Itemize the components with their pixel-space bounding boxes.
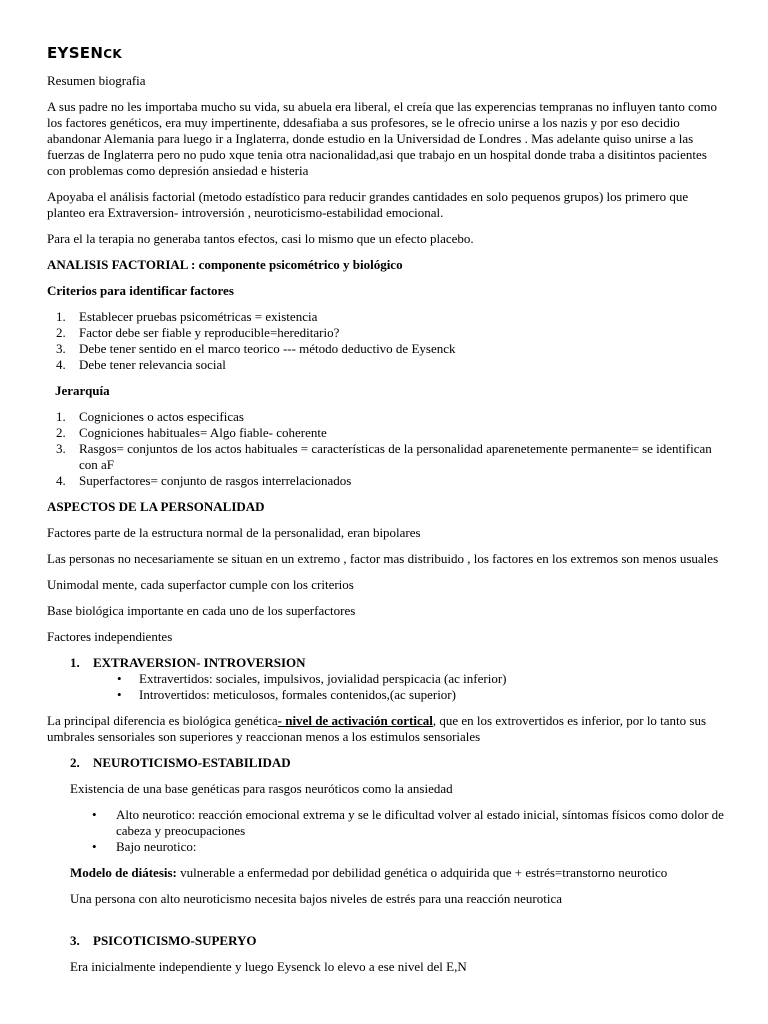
criterios-list	[47, 309, 727, 373]
section-number: 1.	[70, 655, 80, 670]
section-number: 2.	[70, 755, 80, 770]
aspectos-paragraph: Base biológica importante en cada uno de los superfactores	[47, 603, 356, 618]
neuroticismo-outro: Una persona con alto neuroticismo necesita bajos niveles de estrés para una reacción neurotica	[70, 891, 562, 906]
diatesis-text: vulnerable a enfermedad por debilidad genética o adquirida que + estrés=transtorno neurotico	[176, 865, 668, 880]
bullet-icon: •	[92, 807, 97, 822]
criterios-heading: Criterios para identificar factores	[47, 283, 234, 298]
title-small: CK	[103, 47, 122, 61]
bio-paragraph: A sus padre no les importaba mucho su vida, su abuela era liberal, el creía que las experencias tempranas no influyen tanto como los factores genéticos, era muy impertinente, ddesafiaba a sus profesores, se le ofrecio unirse a los nazis y por eso decidio abandonar Alemania para luego ir a Inglaterra, donde estudio en la Universidad de Londres . Mas adelante quiso unirse a las fuerzas de Inglaterra pero no pudo xque tenia otra nacionalidad,asi que trabajo en un hospital donde traba a disitintos pacientes con problemas como depresión ansiedad e histeria	[47, 99, 717, 178]
title-main: EYSEN	[47, 44, 104, 62]
list-item	[47, 807, 727, 839]
section-title: NEUROTICISMO-ESTABILIDAD	[93, 755, 291, 770]
list-number: 4.	[56, 357, 66, 372]
list-item	[47, 839, 727, 855]
neuroticismo-intro: Existencia de una base genéticas para rasgos neuróticos como la ansiedad	[70, 781, 453, 796]
diatesis-paragraph	[47, 865, 727, 881]
list-text: Cogniciones habituales= Algo fiable- coherente	[79, 425, 327, 440]
list-item	[47, 309, 727, 325]
difference-pre: La principal diferencia es biológica genética	[47, 713, 278, 728]
list-text: Introvertidos: meticulosos, formales contenidos,(ac superior)	[139, 687, 456, 702]
section-psicoticismo	[47, 933, 727, 949]
list-item	[47, 325, 727, 341]
list-number: 1.	[56, 309, 66, 324]
diatesis-label: Modelo de diátesis:	[70, 865, 177, 880]
list-text: Debe tener relevancia social	[79, 357, 226, 372]
aspectos-paragraph: Factores independientes	[47, 629, 173, 644]
list-item	[47, 687, 727, 703]
extraversion-bullets	[47, 671, 727, 703]
list-text: Bajo neurotico:	[116, 839, 197, 854]
bullet-icon: •	[117, 687, 122, 702]
aspectos-paragraph: Unimodal mente, cada superfactor cumple con los criterios	[47, 577, 354, 592]
list-text: Rasgos= conjuntos de los actos habituales = características de la personalidad aparenetemente permanente= se identifican con aF	[79, 441, 712, 472]
list-item	[47, 441, 727, 473]
list-text: Extravertidos: sociales, impulsivos, jovialidad perspicacia (ac inferior)	[139, 671, 507, 686]
list-number: 3.	[56, 441, 66, 456]
document-title	[47, 44, 727, 63]
list-number: 2.	[56, 425, 66, 440]
list-number: 4.	[56, 473, 66, 488]
list-item	[47, 357, 727, 373]
subtitle: Resumen biografia	[47, 73, 146, 88]
jerarquia-heading: Jerarquía	[55, 383, 110, 398]
list-text: Debe tener sentido en el marco teorico --- método deductivo de Eysenck	[79, 341, 456, 356]
section-title: EXTRAVERSION- INTROVERSION	[93, 655, 306, 670]
list-item	[47, 671, 727, 687]
list-text: Superfactores= conjunto de rasgos interrelacionados	[79, 473, 352, 488]
bullet-icon: •	[92, 839, 97, 854]
neuroticismo-bullets	[47, 807, 727, 855]
difference-paragraph	[47, 713, 727, 745]
difference-emphasis: - nivel de activación cortical	[277, 713, 433, 728]
section-extraversion	[47, 655, 727, 671]
list-item	[47, 409, 727, 425]
aspectos-paragraph: Las personas no necesariamente se situan en un extremo , factor mas distribuido , los factores en los extremos son menos usuales	[47, 551, 719, 566]
section-neuroticismo	[47, 755, 727, 771]
aspectos-heading: ASPECTOS DE LA PERSONALIDAD	[47, 499, 265, 514]
psicoticismo-text: Era inicialmente independiente y luego Eysenck lo elevo a ese nivel del E,N	[70, 959, 467, 974]
jerarquia-list	[47, 409, 727, 489]
list-item	[47, 341, 727, 357]
aspectos-paragraph: Factores parte de la estructura normal de la personalidad, eran bipolares	[47, 525, 421, 540]
list-number: 3.	[56, 341, 66, 356]
list-text: Cogniciones o actos especificas	[79, 409, 244, 424]
section-number: 3.	[70, 933, 80, 948]
factorial-paragraph: Apoyaba el análisis factorial (metodo estadístico para reducir grandes cantidades en solo pequenos grupos) los primero que planteo era Extraversion- introversión , neuroticismo-estabilidad emocional.	[47, 189, 689, 220]
list-number: 1.	[56, 409, 66, 424]
analisis-heading: ANALISIS FACTORIAL : componente psicométrico y biológico	[47, 257, 403, 272]
list-item	[47, 425, 727, 441]
list-text: Establecer pruebas psicométricas = existencia	[79, 309, 318, 324]
document-body	[47, 44, 727, 985]
list-number: 2.	[56, 325, 66, 340]
list-item	[47, 473, 727, 489]
therapy-paragraph: Para el la terapia no generaba tantos efectos, casi lo mismo que un efecto placebo.	[47, 231, 474, 246]
list-text: Factor debe ser fiable y reproducible=hereditario?	[79, 325, 340, 340]
list-text: Alto neurotico: reacción emocional extrema y se le dificultad volver al estado inicial, síntomas físicos como dolor de cabeza y preocupaciones	[116, 807, 724, 838]
bullet-icon: •	[117, 671, 122, 686]
section-title: PSICOTICISMO-SUPERYO	[93, 933, 257, 948]
difference-post: , que en los extrovertidos es inferior, por lo tanto sus umbrales sensoriales son superiores y reaccionan menos a los estimulos sensoriales	[47, 713, 707, 744]
